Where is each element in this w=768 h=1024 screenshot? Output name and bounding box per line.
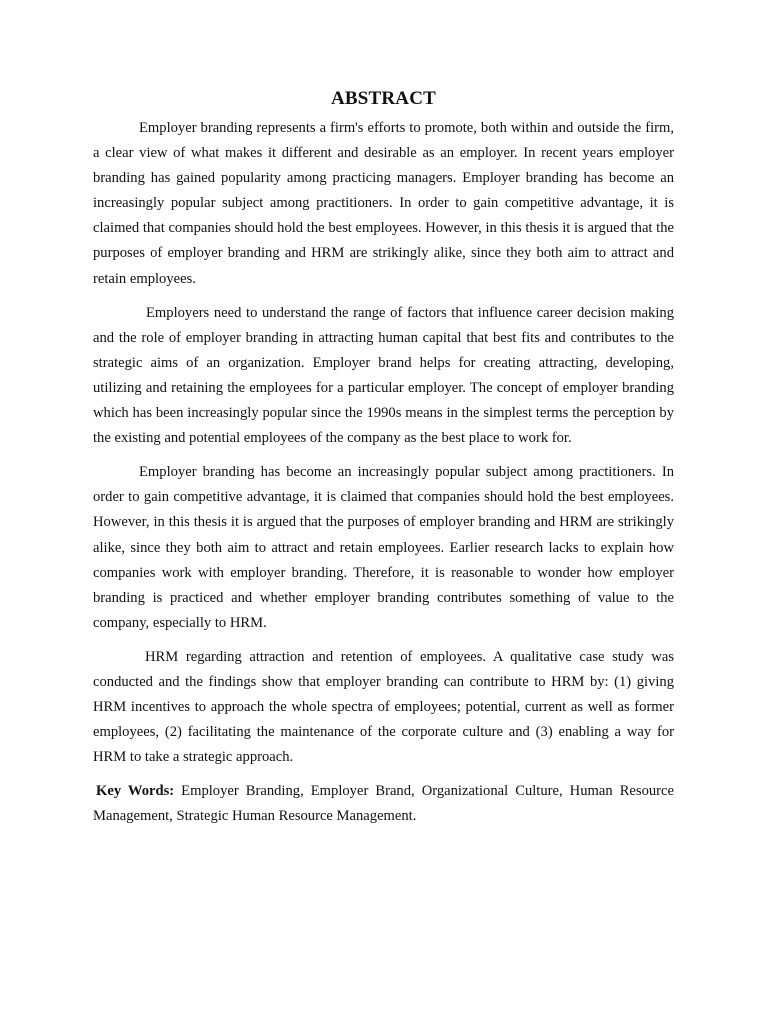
abstract-paragraph-3: Employer branding has become an increasingly popular subject among practitioners. In order to gain competitive advantage, it is claimed that companies should hold the best employees. However, in this thesis it is argued that the purposes of employer branding and HRM are strikingly alike, since they both aim to attract and retain employees. Earlier research lacks to explain how companies work with employer branding. Therefore, it is reasonable to wonder how employer branding is practiced and whether employer branding contributes something of value to the company, especially to HRM.	[93, 464, 674, 631]
abstract-title: ABSTRACT	[330, 88, 437, 109]
abstract-paragraph-4: HRM regarding attraction and retention of employees. A qualitative case study was conducted and the findings show that employer branding can contribute to HRM by: (1) giving HRM incentives to approach the whole spectra of employees; potential, current as well as former employees, (2) facilitating the maintenance of the corporate culture and (3) enabling a way for HRM to take a strategic approach.	[93, 648, 674, 766]
abstract-paragraph-1: Employer branding represents a firm's efforts to promote, both within and outside the firm, a clear view of what makes it different and desirable as an employer. In recent years employer branding has gained popularity among practicing managers. Employer branding has become an increasingly popular subject among practitioners. In order to gain competitive advantage, it is claimed that companies should hold the best employees. However, in this thesis it is argued that the purposes of employer branding and HRM are strikingly alike, since they both aim to attract and retain employees.	[93, 120, 674, 287]
document-page	[93, 86, 674, 830]
abstract-paragraph-2: Employers need to understand the range of factors that influence career decision making and the role of employer branding in attracting human capital that best fits and contributes to the strategic aims of an organization. Employer brand helps for creating attracting, developing, utilizing and retaining the employees for a particular employer. The concept of employer branding which has been increasingly popular since the 1990s means in the simplest terms the perception by the existing and potential employees of the company as the best place to work for.	[93, 304, 674, 447]
keywords-line	[93, 779, 674, 829]
keywords-label: Key Words:	[96, 783, 175, 800]
keywords-text: Employer Branding, Employer Brand, Organizational Culture, Human Resource Management, Strategic Human Resource Management.	[93, 783, 674, 825]
